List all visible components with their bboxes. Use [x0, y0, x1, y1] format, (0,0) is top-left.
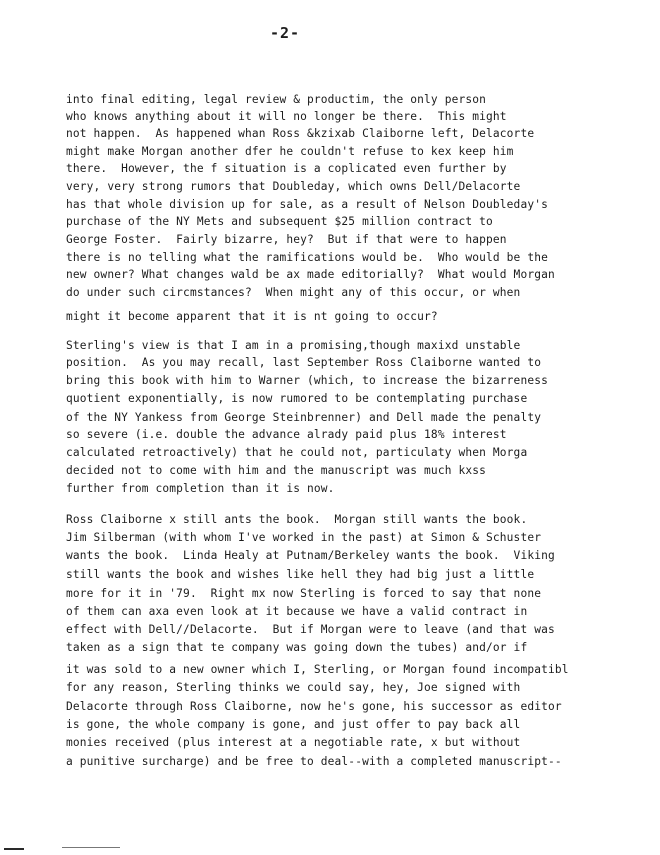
text-line: not happen. As happened whan Ross &kzixab Claiborne left, Delacorte: [66, 127, 535, 140]
text-line: there is no telling what the ramifications would be. Who would be the: [66, 251, 548, 264]
text-line: quotient exponentially, is now rumored to be contemplating purchase: [66, 392, 528, 405]
text-line: has that whole division up for sale, as a result of Nelson Doubleday's: [66, 198, 548, 211]
page-number: -2-: [270, 24, 301, 42]
text-line: still wants the book and wishes like hell they had big just a little: [66, 568, 535, 581]
text-line: a punitive surcharge) and be free to deal--with a completed manuscript--: [66, 755, 562, 768]
text-line: who knows anything about it will no longer be there. This might: [66, 110, 507, 123]
text-line: there. However, the f situation is a coplicated even further by: [66, 162, 507, 175]
text-line: effect with Dell//Delacorte. But if Morgan were to leave (and that was: [66, 623, 555, 636]
text-line: Jim Silberman (with whom I've worked in the past) at Simon & Schuster: [66, 531, 542, 544]
text-line: of them can axa even look at it because we have a valid contract in: [66, 605, 528, 618]
text-line: of the NY Yankess from George Steinbrenner) and Dell made the penalty: [66, 411, 542, 424]
text-line: might it become apparent that it is nt going to occur?: [66, 310, 438, 323]
text-line: taken as a sign that te company was going down the tubes) and/or if: [66, 641, 528, 654]
text-line: George Foster. Fairly bizarre, hey? But if that were to happen: [66, 233, 507, 246]
text-line: monies received (plus interest at a negotiable rate, x but without: [66, 736, 521, 749]
scan-mark: [4, 848, 24, 850]
scan-mark: [62, 847, 120, 848]
text-line: might make Morgan another dfer he couldn't refuse to kex keep him: [66, 145, 514, 158]
text-line: so severe (i.e. double the advance alrady paid plus 18% interest: [66, 428, 507, 441]
text-line: is gone, the whole company is gone, and just offer to pay back all: [66, 718, 521, 731]
text-line: it was sold to a new owner which I, Sterling, or Morgan found incompatibl: [66, 663, 569, 676]
text-line: do under such circmstances? When might any of this occur, or when: [66, 286, 521, 299]
text-line: purchase of the NY Mets and subsequent $25 million contract to: [66, 215, 493, 228]
text-line: Sterling's view is that I am in a promising,though maxixd unstable: [66, 339, 521, 352]
text-line: into final editing, legal review & productim, the only person: [66, 93, 487, 106]
text-line: wants the book. Linda Healy at Putnam/Berkeley wants the book. Viking: [66, 549, 555, 562]
text-line: more for it in '79. Right mx now Sterling is forced to say that none: [66, 587, 542, 600]
text-line: Delacorte through Ross Claiborne, now he's gone, his successor as editor: [66, 700, 562, 713]
text-line: new owner? What changes wald be ax made editorially? What would Morgan: [66, 268, 555, 281]
text-line: position. As you may recall, last September Ross Claiborne wanted to: [66, 356, 542, 369]
text-line: very, very strong rumors that Doubleday, which owns Dell/Delacorte: [66, 180, 521, 193]
text-line: further from completion than it is now.: [66, 482, 335, 495]
text-line: calculated retroactively) that he could not, particulaty when Morga: [66, 446, 528, 459]
text-line: bring this book with him to Warner (which, to increase the bizarreness: [66, 374, 548, 387]
text-line: for any reason, Sterling thinks we could say, hey, Joe signed with: [66, 681, 521, 694]
text-line: Ross Claiborne x still ants the book. Morgan still wants the book.: [66, 513, 528, 526]
text-line: decided not to come with him and the manuscript was much kxss: [66, 464, 487, 477]
